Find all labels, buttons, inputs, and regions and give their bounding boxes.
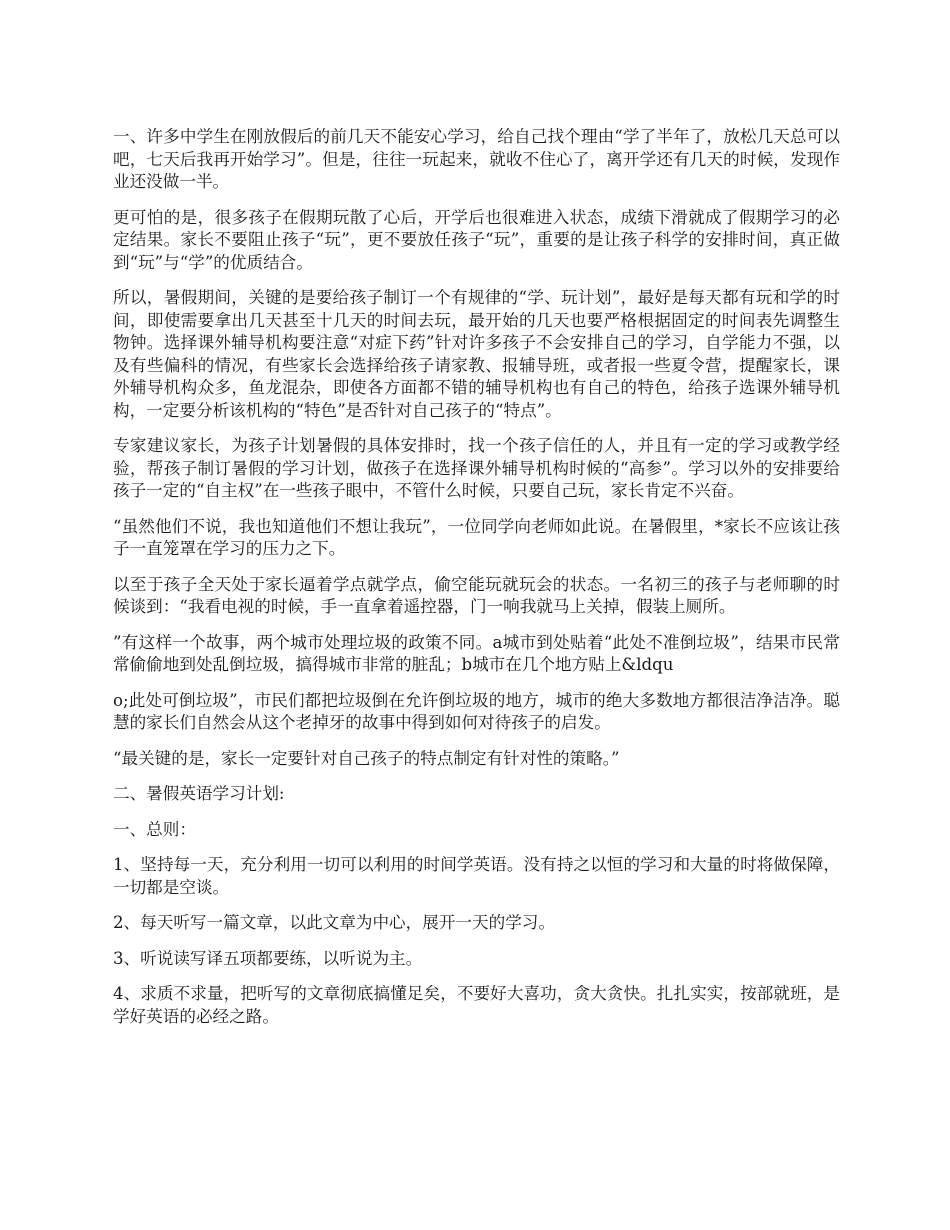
paragraph-2: 更可怕的是，很多孩子在假期玩散了心后，开学后也很难进入状态，成绩下滑就成了假期学习的必定结果。家长不要阻止孩子“玩”，更不要放任孩子“玩”，重要的是让孩子科学的安排时间，真正做到“玩”与“学”的优质结合。: [113, 207, 840, 272]
list-item-1: 1、坚持每一天，充分利用一切可以利用的时间学英语。没有持之以恒的学习和大量的时将做保障，一切都是空谈。: [113, 855, 840, 897]
paragraph-6: 以至于孩子全天处于家长逼着学点就学点，偷空能玩就玩会的状态。一名初三的孩子与老师聊的时候谈到：“我看电视的时候，手一直拿着遥控器，门一响我就马上关掉，假装上厕所。: [113, 574, 840, 616]
paragraph-7: ”有这样一个故事，两个城市处理垃圾的政策不同。a城市到处贴着“此处不准倒垃圾”，结果市民常常偷偷地到处乱倒垃圾，搞得城市非常的脏乱；b城市在几个地方贴上&ldqu: [113, 632, 840, 674]
paragraph-9: “最关键的是，家长一定要针对自己孩子的特点制定有针对性的策略。”: [113, 748, 620, 768]
document-body: [113, 126, 840, 1041]
list-item-3: 3、听说读写译五项都要练，以听说为主。: [113, 948, 423, 968]
paragraph-8: o;此处可倒垃圾”，市民们都把垃圾倒在允许倒垃圾的地方，城市的绝大多数地方都很洁净洁净。聪慧的家长们自然会从这个老掉牙的故事中得到如何对待孩子的启发。: [113, 690, 840, 732]
paragraph-4: 专家建议家长，为孩子计划暑假的具体安排时，找一个孩子信任的人，并且有一定的学习或教学经验，帮孩子制订暑假的学习计划，做孩子在选择课外辅导机构时候的“高参”。学习以外的安排要给孩子一定的“自主权”在一些孩子眼中，不管什么时候，只要自己玩，家长肯定不兴奋。: [113, 436, 840, 500]
subsection-heading-general: 一、总则：: [113, 819, 196, 839]
paragraph-3: 所以，暑假期间，关键的是要给孩子制订一个有规律的“学、玩计划”，最好是每天都有玩和学的时间，即使需要拿出几天甚至十几天的时间去玩，最开始的几天也要严格根据固定的时间表先调整生物钟。选择课外辅导机构要注意“对症下药”针对许多孩子不会安排自己的学习，自学能力不强，以及有些偏科的情况，有些家长会选择给孩子请家教、报辅导班，或者报一些夏令营，提醒家长，课外辅导机构众多，鱼龙混杂，即使各方面都不错的辅导机构也有自己的特色，给孩子选课外辅导机构，一定要分析该机构的“特色”是否针对自己孩子的“特点”。: [113, 288, 840, 420]
paragraph-1: 一、许多中学生在刚放假后的前几天不能安心学习，给自己找个理由“学了半年了，放松几天总可以吧，七天后我再开始学习”。但是，往往一玩起来，就收不住心了，离开学还有几天的时候，发现作业还没做一半。: [113, 127, 840, 191]
list-item-2: 2、每天听写一篇文章，以此文章为中心，展开一天的学习。: [113, 913, 555, 932]
list-item-4: 4、求质不求量，把听写的文章彻底搞懂足矣，不要好大喜功，贪大贪快。扎扎实实，按部就班，是学好英语的必经之路。: [113, 984, 840, 1026]
section-heading-english-plan: 二、暑假英语学习计划:: [113, 784, 285, 803]
paragraph-5: “虽然他们不说，我也知道他们不想让我玩”，一位同学向老师如此说。在暑假里，*家长不应该让孩子一直笼罩在学习的压力之下。: [113, 516, 840, 558]
